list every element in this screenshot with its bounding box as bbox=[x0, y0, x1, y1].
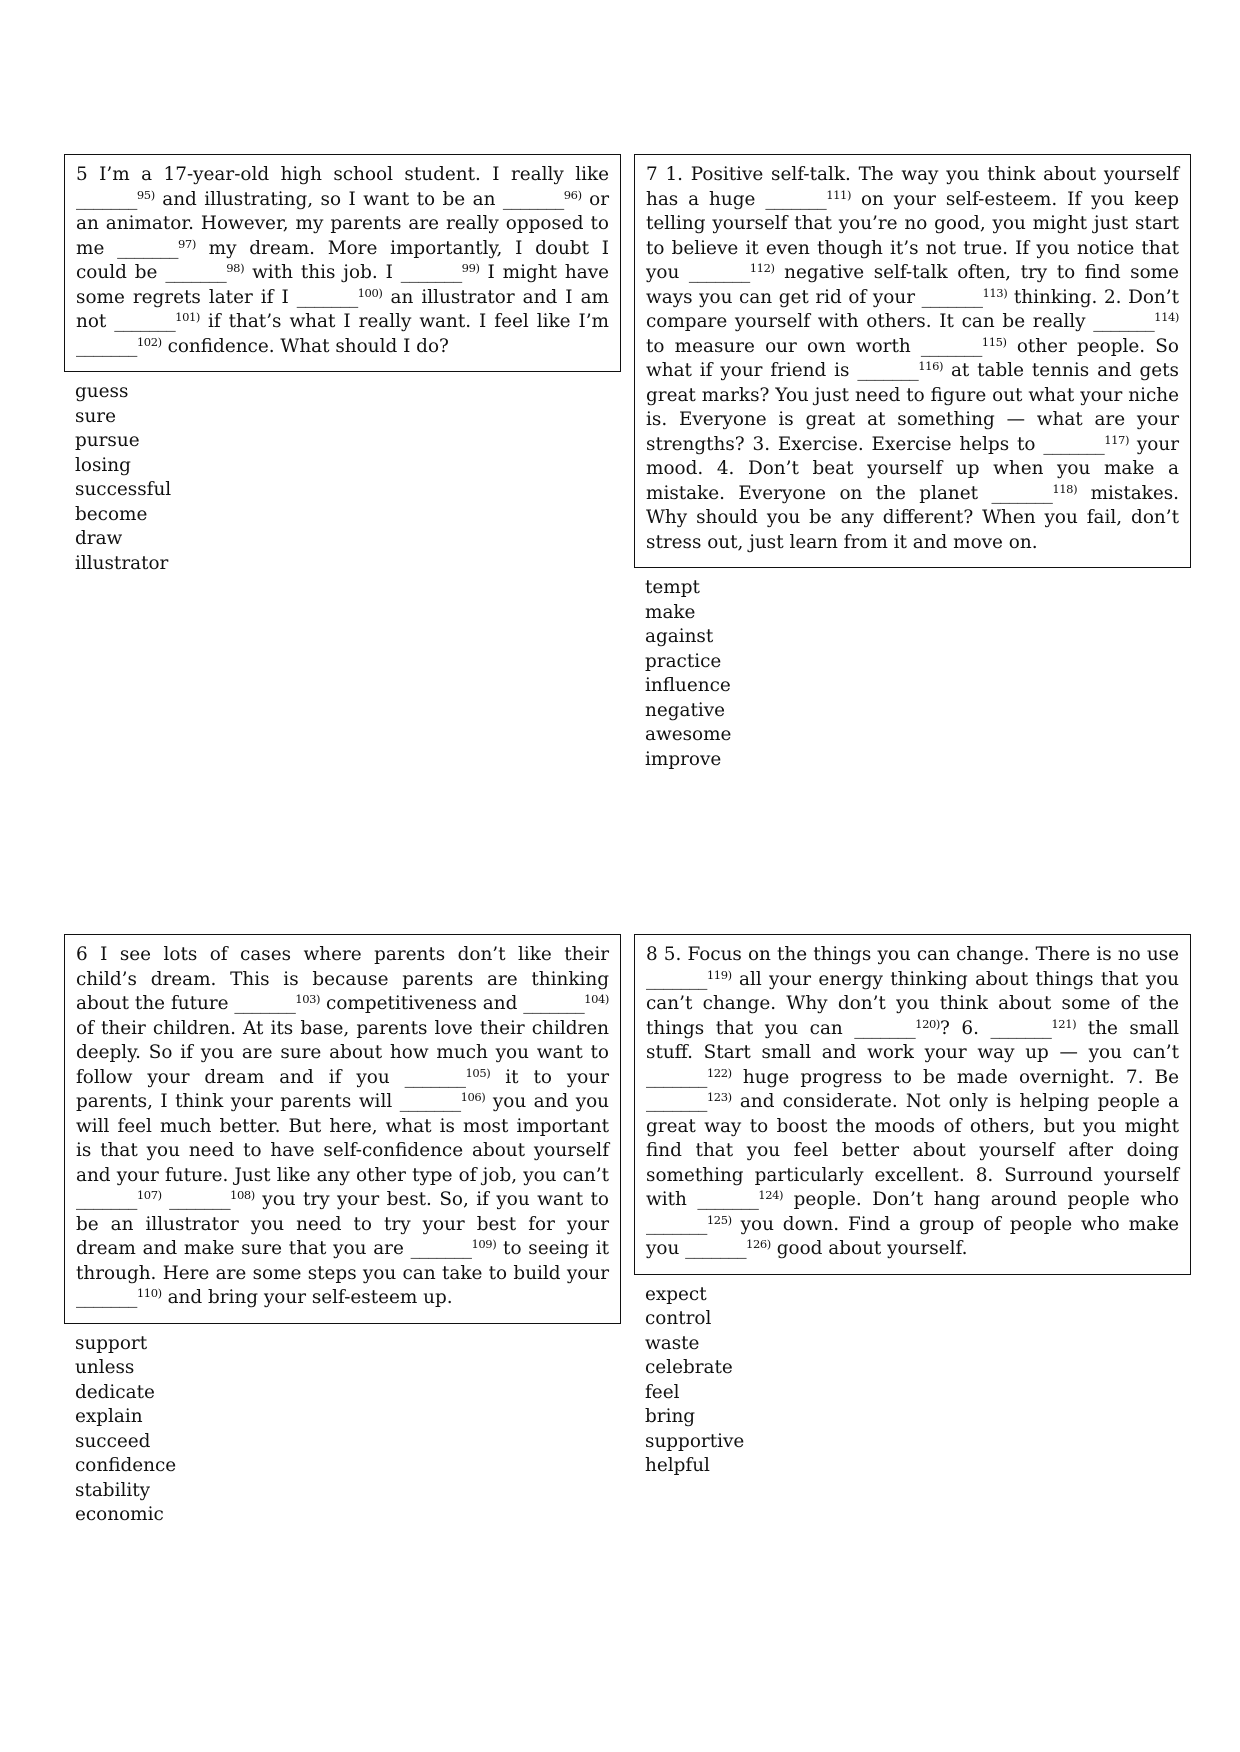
blank-number: 121) bbox=[1051, 1016, 1077, 1031]
blank-number: 101) bbox=[175, 310, 200, 324]
passage-box bbox=[634, 154, 1191, 568]
word-bank-item: successful bbox=[75, 479, 172, 500]
answer-blank[interactable]: _______ bbox=[765, 188, 827, 210]
blank-number: 125) bbox=[706, 1212, 732, 1227]
exercise-6 bbox=[64, 934, 621, 1528]
passage-text: mistakes. Why should you be any different? When you fail, don’t stress out, just learn from it and move on. bbox=[646, 482, 1179, 553]
word-bank-item: explain bbox=[75, 1406, 143, 1427]
passage-text: my dream. More importantly, I doubt I could be bbox=[76, 237, 610, 283]
answer-blank[interactable]: _______ bbox=[114, 311, 176, 332]
word-bank bbox=[634, 576, 1191, 772]
word-bank-item: pursue bbox=[75, 430, 140, 451]
passage-text: of their children. At its base, parents love their children deeply. So if you are sure about how much you want to follow your dream and if you bbox=[76, 1017, 609, 1088]
passage-text: you and you will feel much better. But here, what is most important is that you need to have self-confidence about yourself and your future. Just like any other type of job, you can’t bbox=[76, 1091, 610, 1186]
word-bank-item: control bbox=[645, 1308, 712, 1329]
word-bank-item: helpful bbox=[645, 1455, 710, 1476]
blank-number: 120) bbox=[915, 1016, 941, 1031]
blank-number: 105) bbox=[465, 1065, 491, 1080]
blank-number: 126) bbox=[746, 1237, 771, 1251]
passage-text: you down. Find a group of people who make you bbox=[646, 1213, 1179, 1259]
passage-text: at table tennis and gets great marks? You just need to figure out what your niche is. Everyone is great at something — what are your strengths? 3. Exercise. Exercise helps to bbox=[646, 360, 1179, 455]
exercise-5 bbox=[64, 154, 621, 576]
passage-text: competitiveness and bbox=[320, 993, 524, 1014]
passage-box bbox=[64, 154, 621, 372]
blank-number: 119) bbox=[706, 967, 732, 982]
answer-blank[interactable]: _______ bbox=[646, 1066, 707, 1088]
answer-blank[interactable]: _______ bbox=[117, 237, 178, 259]
passage-text: an illustrator and I am not bbox=[76, 286, 609, 332]
answer-blank[interactable]: _______ bbox=[234, 993, 296, 1014]
answer-blank[interactable]: _______ bbox=[688, 262, 750, 283]
word-bank-item: dedicate bbox=[75, 1381, 155, 1403]
blank-number: 109) bbox=[471, 1237, 497, 1251]
answer-blank[interactable]: _______ bbox=[76, 1189, 137, 1210]
word-bank bbox=[634, 1283, 1191, 1479]
answer-blank[interactable]: _______ bbox=[854, 1017, 916, 1039]
passage-text: 7 1. Positive self-talk. The way you think about yourself has a huge bbox=[646, 164, 1179, 210]
exercise-8 bbox=[634, 934, 1191, 1479]
answer-blank[interactable]: _______ bbox=[502, 188, 564, 210]
blank-number: 114) bbox=[1154, 310, 1179, 324]
passage-text: to seeing it through. Here are some steps you can take to build your bbox=[76, 1238, 609, 1284]
answer-blank[interactable]: _______ bbox=[410, 1238, 472, 1259]
passage-text: and considerate. Not only is helping people a great way to boost the moods of others, but you might find that you feel better about yourself after doing something particularly excellent. 8. Surround yourself with bbox=[646, 1091, 1179, 1210]
passage-text: all your energy thinking about things that you can’t change. Why don’t you think about some of the things that you can bbox=[646, 968, 1179, 1039]
passage-text: the small stuff. Start small and work your way up — you can’t bbox=[646, 1017, 1179, 1063]
passage-box bbox=[64, 934, 621, 1324]
passage-text: ? 6. bbox=[940, 1017, 991, 1039]
word-bank-item: confidence bbox=[75, 1455, 177, 1476]
blank-number: 124) bbox=[758, 1188, 784, 1202]
blank-number: 112) bbox=[749, 261, 775, 275]
word-bank-item: celebrate bbox=[645, 1357, 733, 1378]
passage-text: negative self-talk often, try to find some ways you can get rid of your bbox=[646, 262, 1179, 308]
answer-blank[interactable]: _______ bbox=[685, 1238, 747, 1259]
blank-number: 96) bbox=[563, 187, 582, 202]
word-bank-item: supportive bbox=[645, 1430, 745, 1452]
word-bank-item: tempt bbox=[645, 577, 700, 598]
word-bank-item: make bbox=[645, 601, 696, 623]
passage-box bbox=[634, 934, 1191, 1275]
blank-number: 99) bbox=[461, 261, 480, 275]
blank-number: 97) bbox=[177, 236, 196, 251]
answer-blank[interactable]: _______ bbox=[165, 262, 227, 283]
answer-blank[interactable]: _______ bbox=[169, 1189, 231, 1210]
blank-number: 117) bbox=[1104, 432, 1130, 447]
answer-blank[interactable]: _______ bbox=[697, 1189, 759, 1210]
passage-text: confidence. What should I do? bbox=[161, 335, 449, 357]
answer-blank[interactable]: _______ bbox=[646, 1213, 707, 1235]
passage-text: I might have some regrets later if I bbox=[76, 262, 610, 308]
word-bank-item: illustrator bbox=[75, 552, 169, 574]
blank-number: 118) bbox=[1052, 481, 1078, 496]
word-bank-item: negative bbox=[645, 699, 726, 721]
word-bank-item: economic bbox=[75, 1504, 164, 1525]
passage-text: and bring your self-esteem up. bbox=[161, 1287, 453, 1308]
passage-text: good about yourself. bbox=[770, 1238, 968, 1259]
passage-text: to measure our own worth bbox=[646, 335, 921, 357]
blank-number: 104) bbox=[584, 992, 609, 1006]
answer-blank[interactable]: _______ bbox=[296, 286, 358, 308]
word-bank-item: unless bbox=[75, 1357, 135, 1378]
answer-blank[interactable]: _______ bbox=[921, 286, 983, 308]
passage-text: people. Don’t hang around people who bbox=[783, 1189, 1179, 1210]
word-bank-item: practice bbox=[645, 650, 722, 672]
blank-number: 108) bbox=[230, 1188, 255, 1202]
blank-number: 110) bbox=[136, 1286, 162, 1300]
blank-number: 103) bbox=[295, 992, 321, 1006]
blank-number: 95) bbox=[136, 187, 155, 202]
word-bank-item: awesome bbox=[645, 724, 732, 745]
word-bank-item: become bbox=[75, 503, 148, 525]
blank-number: 122) bbox=[706, 1065, 732, 1080]
passage-text: huge progress to be made overnight. 7. Be bbox=[731, 1066, 1179, 1088]
word-bank-item: losing bbox=[75, 454, 131, 476]
passage-text: 8 5. Focus on the things you can change. There is no use bbox=[646, 944, 1179, 965]
blank-number: 102) bbox=[136, 334, 162, 349]
blank-number: 98) bbox=[226, 261, 245, 275]
answer-blank[interactable]: _______ bbox=[1043, 433, 1105, 455]
answer-blank[interactable]: _______ bbox=[920, 335, 982, 357]
word-bank-item: waste bbox=[645, 1332, 700, 1354]
answer-blank[interactable]: _______ bbox=[404, 1066, 466, 1088]
word-bank-item: against bbox=[645, 626, 714, 647]
blank-number: 107) bbox=[136, 1188, 162, 1202]
answer-blank[interactable]: _______ bbox=[76, 188, 137, 210]
word-bank-item: draw bbox=[75, 528, 123, 549]
word-bank-item: support bbox=[75, 1332, 148, 1354]
passage-text: with this job. I bbox=[244, 262, 401, 283]
word-bank-item: feel bbox=[645, 1381, 680, 1403]
word-bank-item: succeed bbox=[75, 1430, 151, 1452]
answer-blank[interactable]: _______ bbox=[857, 360, 919, 381]
passage-text: 5 I’m a 17-year-old high school student. I really like bbox=[76, 164, 609, 185]
answer-blank[interactable]: _______ bbox=[76, 335, 137, 357]
passage-text: if that’s what I really want. I feel like I’m bbox=[200, 311, 610, 332]
exercise-7 bbox=[634, 154, 1191, 772]
answer-blank[interactable]: _______ bbox=[400, 262, 462, 283]
answer-blank[interactable]: _______ bbox=[1093, 311, 1155, 332]
blank-number: 100) bbox=[357, 285, 383, 300]
word-bank-item: stability bbox=[75, 1479, 150, 1501]
passage-text: you try your best. So, if you want to be an illustrator you need to try your best for your dream and make sure that you are bbox=[76, 1189, 609, 1259]
word-bank bbox=[64, 380, 621, 576]
passage-text: and illustrating, so I want to be an bbox=[154, 188, 503, 210]
answer-blank[interactable]: _______ bbox=[646, 1091, 707, 1112]
passage-text: on your self-esteem. If you keep telling yourself that you’re no good, you might just start to believe it even though it’s not true. If you notice that you bbox=[646, 188, 1179, 283]
answer-blank[interactable]: _______ bbox=[990, 1017, 1052, 1039]
answer-blank[interactable]: _______ bbox=[646, 968, 707, 990]
answer-blank[interactable]: _______ bbox=[76, 1287, 137, 1308]
blank-number: 113) bbox=[982, 285, 1008, 300]
passage-text: thinking. 2. Don’t compare yourself with others. It can be really bbox=[646, 286, 1179, 332]
word-bank-item: guess bbox=[75, 381, 129, 402]
answer-blank[interactable]: _______ bbox=[991, 482, 1053, 504]
blank-number: 111) bbox=[826, 187, 852, 202]
passage-text: other people. So what if your friend is bbox=[646, 335, 1179, 381]
word-bank-item: bring bbox=[645, 1406, 696, 1427]
passage-text: your mood. 4. Don’t beat yourself up when you make a mistake. Everyone on the planet bbox=[646, 433, 1179, 504]
answer-blank[interactable]: _______ bbox=[523, 993, 585, 1014]
word-bank-item: sure bbox=[75, 405, 116, 427]
blank-number: 123) bbox=[706, 1090, 732, 1104]
blank-number: 116) bbox=[918, 359, 944, 373]
blank-number: 115) bbox=[981, 334, 1007, 349]
passage-text: or an animator. However, my parents are really opposed to me bbox=[76, 188, 609, 259]
word-bank-item: influence bbox=[645, 675, 731, 696]
blank-number: 106) bbox=[460, 1090, 486, 1104]
word-bank-item: improve bbox=[645, 748, 722, 770]
passage-text: 6 I see lots of cases where parents don’t like their child’s dream. This is because parents are thinking about the future bbox=[76, 944, 609, 1014]
answer-blank[interactable]: _______ bbox=[399, 1091, 461, 1112]
word-bank bbox=[64, 1332, 621, 1528]
passage-text: it to your parents, I think your parents will bbox=[76, 1066, 609, 1112]
word-bank-item: expect bbox=[645, 1283, 707, 1305]
